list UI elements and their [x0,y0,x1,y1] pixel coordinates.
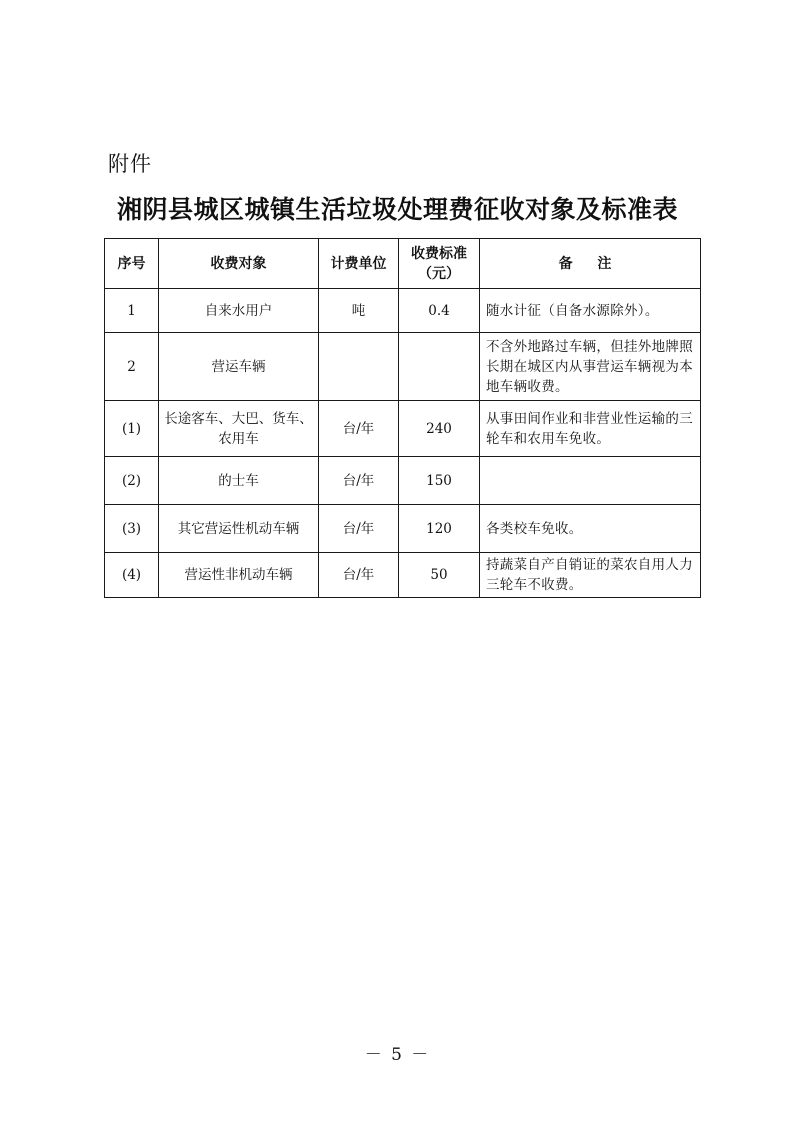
cell-unit: 台/年 [319,457,399,505]
cell-standard: 120 [399,505,480,553]
table-row [105,333,701,401]
cell-index: (3) [105,505,159,553]
table-row [105,289,701,333]
header-unit: 计费单位 [319,239,399,289]
cell-index: 2 [105,333,159,401]
cell-standard: 0.4 [399,289,480,333]
cell-object: 长途客车、大巴、货车、农用车 [159,401,319,457]
document-title: 湘阴县城区城镇生活垃圾处理费征收对象及标准表 [116,195,678,224]
cell-object: 自来水用户 [159,289,319,333]
cell-unit: 台/年 [319,505,399,553]
cell-object: 其它营运性机动车辆 [159,505,319,553]
header-standard-line1: 收费标准 [411,245,467,262]
header-remark: 备 注 [480,239,701,289]
cell-index: 1 [105,289,159,333]
cell-remark: 不含外地路过车辆，但挂外地牌照长期在城区内从事营运车辆视为本地车辆收费。 [480,333,701,401]
fee-standard-table [104,238,701,598]
cell-remark: 各类校车免收。 [480,505,701,553]
header-object: 收费对象 [159,239,319,289]
cell-unit: 台/年 [319,553,399,598]
cell-object: 营运性非机动车辆 [159,553,319,598]
header-standard [399,239,480,289]
cell-object: 的士车 [159,457,319,505]
page-number: － 5 － [364,1045,431,1065]
cell-standard: 240 [399,401,480,457]
cell-remark: 随水计征（自备水源除外）。 [480,289,701,333]
table-row [105,401,701,457]
table-row [105,505,701,553]
cell-standard: 150 [399,457,480,505]
cell-index: (2) [105,457,159,505]
table-row [105,553,701,598]
cell-standard [399,333,480,401]
cell-unit [319,333,399,401]
cell-index: (4) [105,553,159,598]
header-standard-line2: （元） [418,265,460,282]
cell-unit: 台/年 [319,401,399,457]
cell-index: (1) [105,401,159,457]
cell-object: 营运车辆 [159,333,319,401]
cell-remark: 从事田间作业和非营业性运输的三轮车和农用车免收。 [480,401,701,457]
header-index: 序号 [105,239,159,289]
attachment-label: 附件 [108,152,152,176]
table-header-row [105,239,701,289]
cell-remark [480,457,701,505]
cell-unit: 吨 [319,289,399,333]
table-row [105,457,701,505]
cell-remark: 持蔬菜自产自销证的菜农自用人力三轮车不收费。 [480,553,701,598]
cell-standard: 50 [399,553,480,598]
